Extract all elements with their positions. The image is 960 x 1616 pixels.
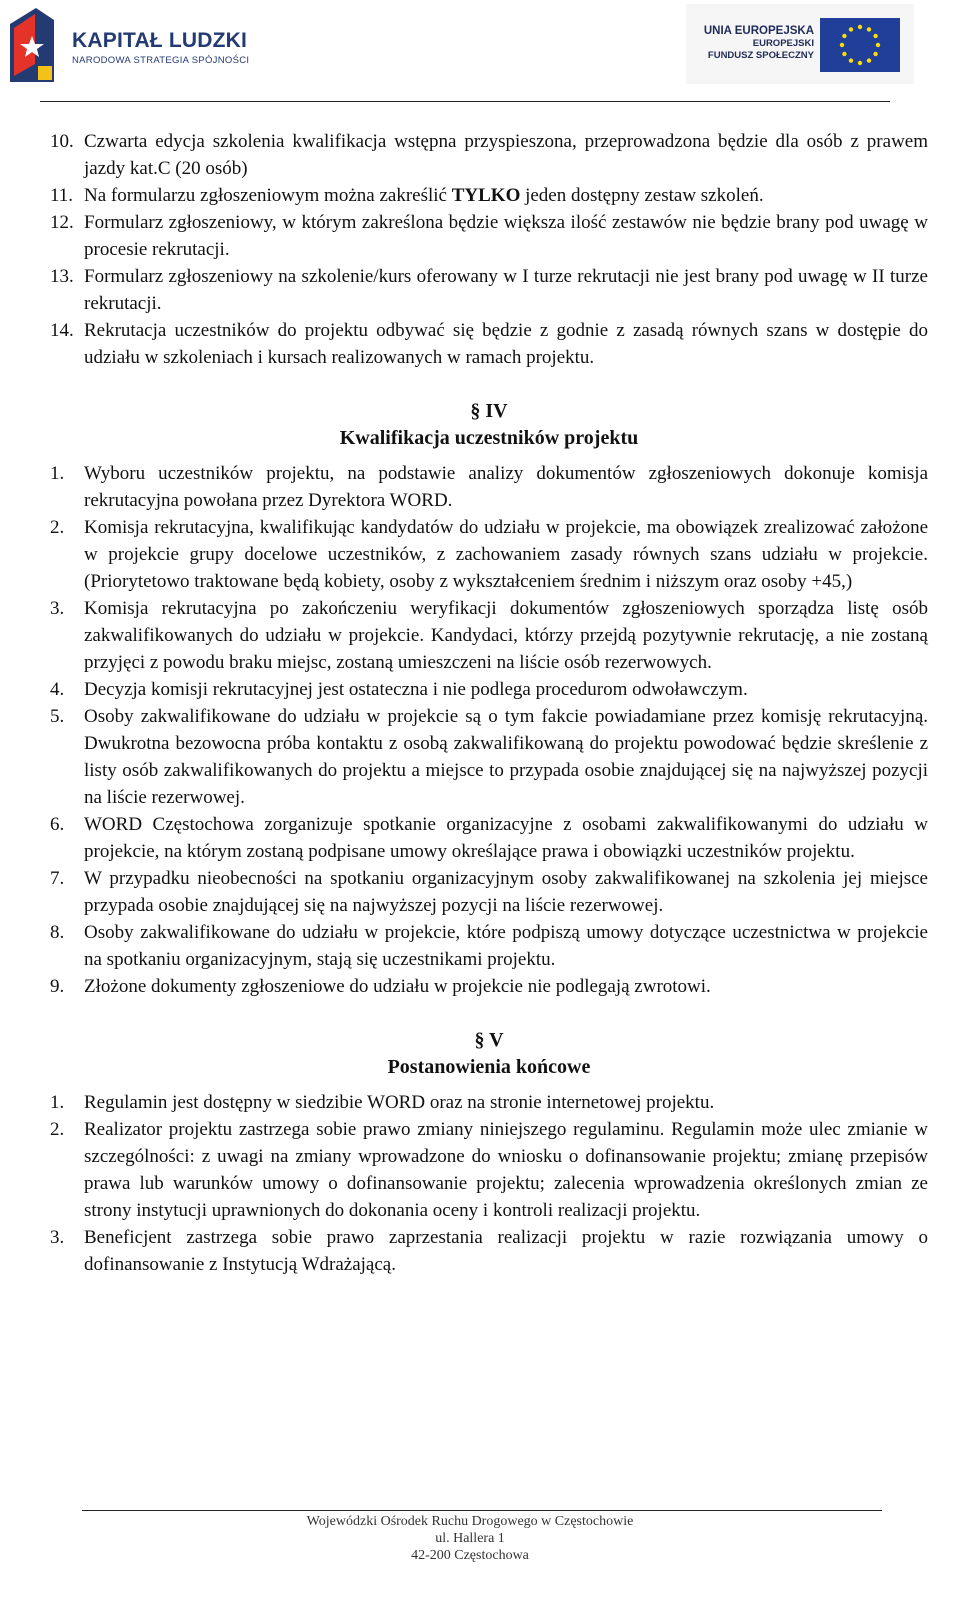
kapital-ludzki-subtitle: NARODOWA STRATEGIA SPÓJNOŚCI	[72, 55, 250, 66]
item-text: Rekrutacja uczestników do projektu odbywać się będzie z godnie z zasadą równych szans w dostępie do udziału w szkoleniach i kursach realizowanych w ramach projektu.	[84, 320, 928, 368]
list-item	[50, 182, 928, 209]
item-number: 3.	[50, 1227, 65, 1248]
list-item	[50, 1089, 928, 1116]
list-item	[50, 676, 928, 703]
list-item	[50, 865, 928, 919]
item-number: 14.	[50, 320, 74, 341]
item-text: Formularz zgłoszeniowy na szkolenie/kurs oferowany w I turze rekrutacji nie jest brany pod uwagę w II turze rekrutacji.	[84, 266, 928, 314]
list-item	[50, 263, 928, 317]
item-text: Komisja rekrutacyjna po zakończeniu weryfikacji dokumentów zgłoszeniowych sporządza listę osób zakwalifikowanych do udziału w projekcie. Kandydaci, którzy przejdą pozytywnie rekrutację, a nie zostaną przyjęci z powodu braku miejsc, zostaną umieszczeni na liście osób rezerwowych.	[84, 598, 928, 673]
item-number: 5.	[50, 706, 65, 727]
spacer	[50, 1081, 928, 1089]
item-number: 6.	[50, 814, 65, 835]
item-text-part: Na formularzu zgłoszeniowym można zakreślić	[84, 185, 452, 206]
section-5-title: Postanowienia końcowe	[387, 1056, 591, 1078]
item-text: Regulamin jest dostępny w siedzibie WORD oraz na stronie internetowej projektu.	[84, 1092, 715, 1113]
footer-divider	[82, 1510, 882, 1511]
item-text-part: jeden dostępny zestaw szkoleń.	[520, 185, 764, 206]
item-number: 1.	[50, 463, 65, 484]
item-text: WORD Częstochowa zorganizuje spotkanie organizacyjne z osobami zakwalifikowanymi do udziału w projekcie, na którym zostaną podpisane umowy określające prawa i obowiązki uczestników projektu.	[84, 814, 928, 862]
section-4-mark: § IV	[470, 400, 508, 422]
item-text: Decyzja komisji rekrutacyjnej jest ostateczna i nie podlega procedurom odwoławczym.	[84, 679, 748, 700]
item-text: Osoby zakwalifikowane do udziału w projekcie są o tym fakcie powiadamiane przez komisję rekrutacyjną. Dwukrotna bezowocna próba kontaktu z osobą zakwalifikowaną do projektu powodować będzie skreślenie z listy osób zakwalifikowanych do projektu a miejsce to przypada osobie znajdującej się na najwyższej pozycji na liście rezerwowej.	[84, 706, 928, 808]
kapital-ludzki-emblem-icon	[8, 6, 56, 84]
item-number: 1.	[50, 1092, 65, 1113]
page-header	[0, 0, 960, 110]
list-item	[50, 1116, 928, 1224]
kapital-ludzki-title: KAPITAŁ LUDZKI	[72, 29, 248, 52]
kapital-ludzki-logo-text	[72, 30, 249, 66]
item-number: 7.	[50, 868, 65, 889]
list-item	[50, 128, 928, 182]
list-item	[50, 703, 928, 811]
spacer	[50, 1000, 928, 1027]
item-text-bold: TYLKO	[451, 185, 521, 206]
item-number: 10.	[50, 131, 74, 152]
item-number: 2.	[50, 1119, 65, 1140]
item-text	[84, 182, 928, 209]
eu-logo	[686, 4, 914, 84]
section-5-mark: § V	[474, 1029, 504, 1051]
item-number: 4.	[50, 679, 65, 700]
eu-logo-text	[698, 24, 814, 62]
item-number: 12.	[50, 212, 74, 233]
footer-line-2: ul. Hallera 1	[435, 1531, 505, 1546]
item-text: Osoby zakwalifikowane do udziału w projekcie, które podpiszą umowy dotyczące uczestnictwa w projekcie na spotkaniu organizacyjnym, stają się uczestnikami projektu.	[84, 922, 928, 970]
item-number: 2.	[50, 517, 65, 538]
item-number: 8.	[50, 922, 65, 943]
item-number: 11.	[50, 185, 74, 206]
item-text: Realizator projektu zastrzega sobie prawo zmiany niniejszego regulaminu. Regulamin może ulec zmianie w szczególności: z uwagi na zmiany wprowadzone do wniosku o dofinansowanie projektu; zmianę przepisów prawa lub warunków umowy o dofinansowanie projektu; zalecenia wprowadzenia określonych zmian ze strony instytucji uprawnionych do dokonania oceny i kontroli realizacji projektu.	[84, 1119, 928, 1221]
list-item	[50, 514, 928, 595]
spacer	[50, 371, 928, 398]
item-text: Czwarta edycja szkolenia kwalifikacja wstępna przyspieszona, przeprowadzona będzie dla osób z prawem jazdy kat.C (20 osób)	[84, 131, 928, 179]
eu-line-2: EUROPEJSKI	[752, 38, 814, 49]
list-item	[50, 460, 928, 514]
eu-line-3: FUNDUSZ SPOŁECZNY	[707, 50, 814, 61]
item-text: Formularz zgłoszeniowy, w którym zakreślona będzie większa ilość zestawów nie będzie brany pod uwagę w procesie rekrutacji.	[84, 212, 928, 260]
footer-address	[0, 1513, 940, 1564]
list-item	[50, 317, 928, 371]
item-text: Beneficjent zastrzega sobie prawo zaprzestania realizacji projektu w razie rozwiązania umowy o dofinansowanie z Instytucją Wdrażającą.	[84, 1227, 928, 1275]
item-number: 9.	[50, 976, 65, 997]
item-text: Złożone dokumenty zgłoszeniowe do udziału w projekcie nie podlegają zwrotowi.	[84, 976, 711, 997]
spacer	[50, 452, 928, 460]
list-item	[50, 209, 928, 263]
list-item	[50, 811, 928, 865]
item-text: W przypadku nieobecności na spotkaniu organizacyjnym osoby zakwalifikowanej na szkolenia jej miejsce przypada osobie znajdującej się na najwyższej pozycji na liście rezerwowej.	[84, 868, 928, 916]
list-item	[50, 919, 928, 973]
item-number: 13.	[50, 266, 74, 287]
header-divider	[40, 101, 890, 102]
item-text: Wyboru uczestników projektu, na podstawie analizy dokumentów zgłoszeniowych dokonuje komisja rekrutacyjna powołana przez Dyrektora WORD.	[84, 463, 928, 511]
list-item	[50, 973, 928, 1000]
footer-line-1: Wojewódzki Ośrodek Ruchu Drogowego w Częstochowie	[306, 1514, 634, 1529]
document-body	[50, 128, 928, 1278]
item-text: Komisja rekrutacyjna, kwalifikując kandydatów do udziału w projekcie, ma obowiązek zrealizować założone w projekcie grupy docelowe uczestników, z zachowaniem zasady równych szans udziału w projekcie. (Priorytetowo traktowane będą kobiety, osoby z wykształceniem średnim i niższym oraz osoby +45,)	[84, 517, 928, 592]
eu-flag-icon	[820, 18, 900, 72]
item-number: 3.	[50, 598, 65, 619]
eu-line-1: UNIA EUROPEJSKA	[703, 25, 814, 37]
list-item	[50, 1224, 928, 1278]
section-4-title: Kwalifikacja uczestników projektu	[339, 427, 639, 449]
footer-line-3: 42-200 Częstochowa	[411, 1548, 529, 1563]
list-item	[50, 595, 928, 676]
